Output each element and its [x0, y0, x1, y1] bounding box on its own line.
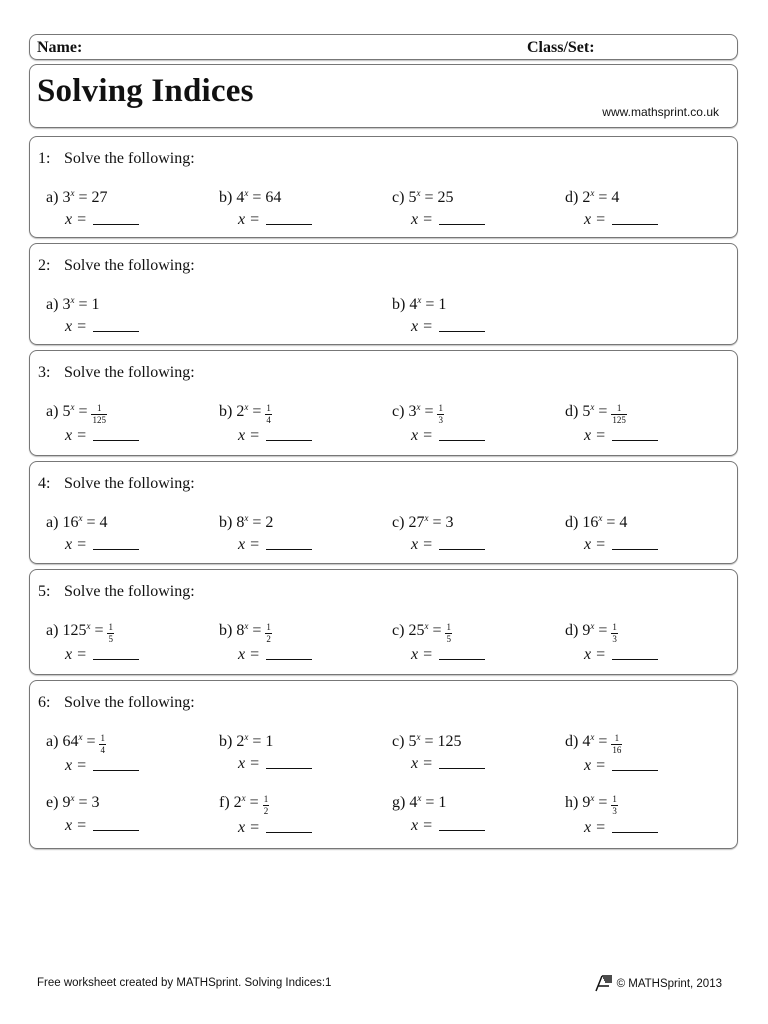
equation-d: d) $4^x$ = $\frac{1}{16}$ [565, 732, 622, 755]
answer-blank[interactable] [612, 210, 658, 225]
answer-blank[interactable] [266, 818, 312, 833]
answer-blank[interactable] [439, 535, 485, 550]
equation-fraction [99, 734, 106, 755]
answer-blank[interactable] [93, 756, 139, 771]
answer-row [238, 645, 312, 664]
answer-blank[interactable] [266, 426, 312, 441]
part-label: b) [219, 403, 233, 420]
part-label: d) [565, 189, 579, 206]
equation-base: 3 [62, 189, 71, 206]
equation-fraction [437, 404, 444, 425]
question-2-box [29, 243, 738, 345]
question-1-box [29, 136, 738, 238]
equation-base: 8 [236, 622, 245, 639]
equation-rhs: 1 [91, 296, 100, 313]
part-label: b) [219, 514, 233, 531]
question-header [38, 150, 195, 168]
fraction-denominator: 125 [92, 415, 106, 425]
equation-exponent: x [590, 732, 595, 742]
answer-row [411, 426, 485, 445]
equation-g: g) $4^x = 1$ [392, 793, 447, 811]
answer-row [411, 754, 485, 773]
equation-base: 64 [62, 733, 79, 750]
equation-e: e) $9^x = 3$ [46, 793, 100, 811]
equation-b: b) $4^x = 64$ [219, 188, 282, 206]
page-title: Solving Indices [37, 73, 254, 109]
equation-base: 5 [62, 403, 71, 420]
answer-blank[interactable] [93, 535, 139, 550]
answer-row [65, 756, 139, 775]
equation-base: 5 [408, 189, 417, 206]
equation-base: 27 [408, 514, 425, 531]
answer-prefix: x = [584, 211, 606, 228]
question-instruction: Solve the following: [64, 694, 195, 711]
equation-exponent: x [70, 402, 75, 412]
fraction-numerator: 1 [108, 622, 113, 632]
equation-base: 2 [233, 794, 242, 811]
website-url: www.mathsprint.co.uk [602, 105, 719, 119]
answer-prefix: x = [65, 427, 87, 444]
equation-rhs: 1 [265, 733, 274, 750]
equation-base: 8 [236, 514, 245, 531]
fraction-numerator: 1 [446, 622, 451, 632]
equation-fraction [445, 623, 452, 644]
answer-blank[interactable] [93, 645, 139, 660]
equation-base: 25 [408, 622, 425, 639]
equation-base: 4 [582, 733, 591, 750]
equation-exponent: x [244, 732, 249, 742]
fraction-numerator: 1 [263, 794, 269, 804]
copyright-text: © MATHSprint, 2013 [616, 978, 722, 990]
question-header [38, 257, 195, 275]
fraction-denominator: 3 [612, 806, 617, 816]
equation-rhs: 3 [445, 514, 454, 531]
equation-exponent: x [424, 621, 429, 631]
answer-blank[interactable] [439, 645, 485, 660]
part-label: b) [219, 622, 233, 639]
part-label: c) [392, 622, 405, 639]
answer-prefix: x = [411, 817, 433, 834]
equation-exponent: x [70, 188, 75, 198]
equation-exponent: x [416, 188, 421, 198]
answer-row [584, 645, 658, 664]
part-label: b) [219, 733, 233, 750]
answer-prefix: x = [584, 757, 606, 774]
equation-rhs: 4 [611, 189, 620, 206]
equation-base: 16 [62, 514, 79, 531]
equation-c: c) $3^x$ = $\frac{1}{3}$ [392, 402, 443, 425]
equation-fraction [611, 795, 618, 816]
answer-blank[interactable] [612, 645, 658, 660]
equation-b: b) $2^x$ = $\frac{1}{4}$ [219, 402, 271, 425]
equation-exponent: x [417, 793, 422, 803]
equation-exponent: x [244, 402, 249, 412]
equation-exponent: x [70, 793, 75, 803]
fraction-denominator: 3 [438, 415, 443, 425]
answer-row [584, 426, 658, 445]
equation-exponent: x [590, 621, 595, 631]
equation-base: 9 [582, 794, 591, 811]
question-header [38, 475, 195, 493]
answer-blank[interactable] [612, 426, 658, 441]
answer-prefix: x = [238, 755, 260, 772]
answer-prefix: x = [65, 757, 87, 774]
answer-prefix: x = [238, 211, 260, 228]
part-label: d) [565, 622, 579, 639]
equation-c: c) $5^x = 125$ [392, 732, 462, 750]
answer-prefix: x = [411, 755, 433, 772]
equation-rhs: 4 [619, 514, 628, 531]
part-label: a) [46, 296, 59, 313]
answer-blank[interactable] [93, 816, 139, 831]
answer-blank[interactable] [439, 816, 485, 831]
equation-a: a) $16^x = 4$ [46, 513, 108, 531]
fraction-denominator: 16 [612, 745, 622, 755]
name-class-bar [29, 34, 738, 60]
equation-base: 4 [409, 794, 418, 811]
answer-prefix: x = [411, 646, 433, 663]
answer-prefix: x = [411, 211, 433, 228]
part-label: c) [392, 514, 405, 531]
class-set-label: Class/Set: [527, 39, 595, 56]
part-label: d) [565, 733, 579, 750]
answer-row [65, 426, 139, 445]
footer-credit: Free worksheet created by MATHSprint. Solving Indices:1 [37, 977, 332, 989]
equation-c: c) $5^x = 25$ [392, 188, 454, 206]
fraction-denominator: 2 [263, 806, 269, 816]
equation-exponent: x [241, 793, 246, 803]
fraction-denominator: 3 [612, 634, 617, 644]
question-number: 4: [38, 475, 51, 492]
part-label: a) [46, 403, 59, 420]
question-5-box [29, 569, 738, 675]
equation-exponent: x [598, 513, 603, 523]
equation-base: 9 [582, 622, 591, 639]
equation-fraction [91, 404, 107, 425]
answer-blank[interactable] [612, 756, 658, 771]
answer-prefix: x = [238, 427, 260, 444]
fraction-denominator: 4 [100, 745, 105, 755]
question-6-box [29, 680, 738, 849]
part-label: a) [46, 622, 59, 639]
equation-b: b) $8^x = 2$ [219, 513, 274, 531]
answer-prefix: x = [584, 819, 606, 836]
equation-base: 9 [62, 794, 71, 811]
answer-prefix: x = [584, 646, 606, 663]
equation-exponent: x [590, 402, 595, 412]
equation-rhs: 64 [265, 189, 282, 206]
answer-blank[interactable] [439, 317, 485, 332]
equation-c: c) $27^x = 3$ [392, 513, 454, 531]
answer-prefix: x = [65, 211, 87, 228]
part-label: c) [392, 403, 405, 420]
equation-base: 16 [582, 514, 599, 531]
fraction-numerator: 1 [612, 794, 617, 804]
title-box [29, 64, 738, 128]
answer-prefix: x = [65, 536, 87, 553]
equation-f: f) $2^x$ = $\frac{1}{2}$ [219, 793, 269, 816]
part-label: e) [46, 794, 59, 811]
answer-row [584, 535, 658, 554]
mathsprint-logo-icon [593, 975, 613, 993]
equation-exponent: x [590, 188, 595, 198]
answer-blank[interactable] [266, 645, 312, 660]
answer-row [411, 816, 485, 835]
equation-a: a) $125^x$ = $\frac{1}{5}$ [46, 621, 113, 644]
part-label: b) [392, 296, 406, 313]
fraction-numerator: 1 [266, 403, 271, 413]
fraction-denominator: 4 [266, 415, 271, 425]
equation-rhs: 2 [265, 514, 274, 531]
answer-row [584, 756, 658, 775]
equation-fraction [265, 404, 272, 425]
part-label: c) [392, 189, 405, 206]
answer-row [584, 818, 658, 837]
answer-prefix: x = [238, 646, 260, 663]
equation-rhs: 3 [91, 794, 100, 811]
equation-rhs: 125 [437, 733, 462, 750]
answer-row [238, 535, 312, 554]
equation-b: b) $2^x = 1$ [219, 732, 274, 750]
answer-prefix: x = [584, 427, 606, 444]
question-number: 6: [38, 694, 51, 711]
question-instruction: Solve the following: [64, 150, 195, 167]
answer-row [411, 535, 485, 554]
equation-base: 125 [62, 622, 87, 639]
equation-exponent: x [424, 513, 429, 523]
question-3-box [29, 350, 738, 456]
fraction-denominator: 125 [612, 415, 626, 425]
fraction-denominator: 5 [446, 634, 451, 644]
answer-blank[interactable] [93, 317, 139, 332]
equation-h: h) $9^x$ = $\frac{1}{3}$ [565, 793, 617, 816]
name-label: Name: [37, 39, 83, 56]
equation-fraction [611, 623, 618, 644]
part-label: a) [46, 733, 59, 750]
part-label: g) [392, 794, 406, 811]
equation-a: a) $5^x$ = $\frac{1}{125}$ [46, 402, 106, 425]
part-label: a) [46, 189, 59, 206]
answer-blank[interactable] [93, 210, 139, 225]
question-number: 2: [38, 257, 51, 274]
fraction-denominator: 5 [108, 634, 113, 644]
equation-a: a) $3^x = 1$ [46, 295, 100, 313]
equation-c: c) $25^x$ = $\frac{1}{5}$ [392, 621, 451, 644]
equation-rhs: 1 [438, 794, 447, 811]
equation-exponent: x [244, 188, 249, 198]
answer-prefix: x = [238, 536, 260, 553]
equation-b: b) $8^x$ = $\frac{1}{2}$ [219, 621, 271, 644]
answer-prefix: x = [65, 318, 87, 335]
answer-blank[interactable] [93, 426, 139, 441]
equation-a: a) $64^x$ = $\frac{1}{4}$ [46, 732, 105, 755]
answer-row [411, 645, 485, 664]
equation-base: 5 [408, 733, 417, 750]
question-number: 1: [38, 150, 51, 167]
equation-exponent: x [86, 621, 91, 631]
part-label: c) [392, 733, 405, 750]
equation-fraction [107, 623, 114, 644]
question-header [38, 694, 195, 712]
equation-exponent: x [78, 513, 83, 523]
answer-blank[interactable] [612, 818, 658, 833]
answer-row [411, 210, 485, 229]
equation-base: 4 [409, 296, 418, 313]
equation-exponent: x [416, 732, 421, 742]
equation-fraction [611, 734, 622, 755]
equation-b: b) $4^x = 1$ [392, 295, 447, 313]
answer-blank[interactable] [439, 210, 485, 225]
question-header [38, 583, 195, 601]
part-label: h) [565, 794, 579, 811]
answer-row [238, 210, 312, 229]
equation-rhs: 1 [438, 296, 447, 313]
answer-row [411, 317, 485, 336]
equation-d: d) $2^x = 4$ [565, 188, 620, 206]
answer-row [65, 210, 139, 229]
answer-prefix: x = [584, 536, 606, 553]
question-header [38, 364, 195, 382]
part-label: b) [219, 189, 233, 206]
fraction-numerator: 1 [100, 733, 105, 743]
question-instruction: Solve the following: [64, 475, 195, 492]
question-instruction: Solve the following: [64, 257, 195, 274]
answer-blank[interactable] [612, 535, 658, 550]
part-label: d) [565, 403, 579, 420]
part-label: d) [565, 514, 579, 531]
answer-blank[interactable] [439, 754, 485, 769]
answer-prefix: x = [411, 427, 433, 444]
answer-blank[interactable] [266, 754, 312, 769]
answer-prefix: x = [65, 646, 87, 663]
answer-row [65, 816, 139, 835]
equation-rhs: 27 [91, 189, 108, 206]
footer-copyright [593, 975, 722, 993]
equation-fraction [263, 795, 270, 816]
answer-blank[interactable] [266, 210, 312, 225]
answer-row [65, 645, 139, 664]
answer-prefix: x = [238, 819, 260, 836]
fraction-numerator: 1 [266, 622, 271, 632]
equation-d: d) $16^x = 4$ [565, 513, 628, 531]
answer-row [238, 754, 312, 773]
part-label: f) [219, 794, 230, 811]
answer-blank[interactable] [439, 426, 485, 441]
fraction-numerator: 1 [438, 403, 443, 413]
part-label: a) [46, 514, 59, 531]
answer-prefix: x = [411, 536, 433, 553]
equation-rhs: 4 [99, 514, 108, 531]
equation-d: d) $5^x$ = $\frac{1}{125}$ [565, 402, 626, 425]
equation-rhs: 25 [437, 189, 454, 206]
fraction-numerator: 1 [611, 734, 622, 745]
equation-exponent: x [78, 732, 83, 742]
fraction-numerator: 1 [611, 404, 627, 415]
equation-d: d) $9^x$ = $\frac{1}{3}$ [565, 621, 617, 644]
answer-row [238, 426, 312, 445]
answer-prefix: x = [411, 318, 433, 335]
equation-base: 3 [62, 296, 71, 313]
equation-exponent: x [244, 621, 249, 631]
question-number: 3: [38, 364, 51, 381]
question-instruction: Solve the following: [64, 583, 195, 600]
equation-base: 4 [236, 189, 245, 206]
equation-base: 2 [236, 733, 245, 750]
answer-blank[interactable] [266, 535, 312, 550]
question-4-box [29, 461, 738, 564]
fraction-numerator: 1 [612, 622, 617, 632]
equation-exponent: x [70, 295, 75, 305]
equation-fraction [611, 404, 627, 425]
equation-base: 2 [582, 189, 591, 206]
fraction-denominator: 2 [266, 634, 271, 644]
answer-row [65, 317, 139, 336]
equation-fraction [265, 623, 272, 644]
equation-exponent: x [244, 513, 249, 523]
equation-base: 3 [408, 403, 417, 420]
answer-row [238, 818, 312, 837]
question-instruction: Solve the following: [64, 364, 195, 381]
equation-exponent: x [417, 295, 422, 305]
question-number: 5: [38, 583, 51, 600]
answer-row [584, 210, 658, 229]
equation-base: 5 [582, 403, 591, 420]
equation-exponent: x [416, 402, 421, 412]
equation-exponent: x [590, 793, 595, 803]
answer-prefix: x = [65, 817, 87, 834]
equation-a: a) $3^x = 27$ [46, 188, 108, 206]
fraction-numerator: 1 [91, 404, 107, 415]
answer-row [65, 535, 139, 554]
equation-base: 2 [236, 403, 245, 420]
